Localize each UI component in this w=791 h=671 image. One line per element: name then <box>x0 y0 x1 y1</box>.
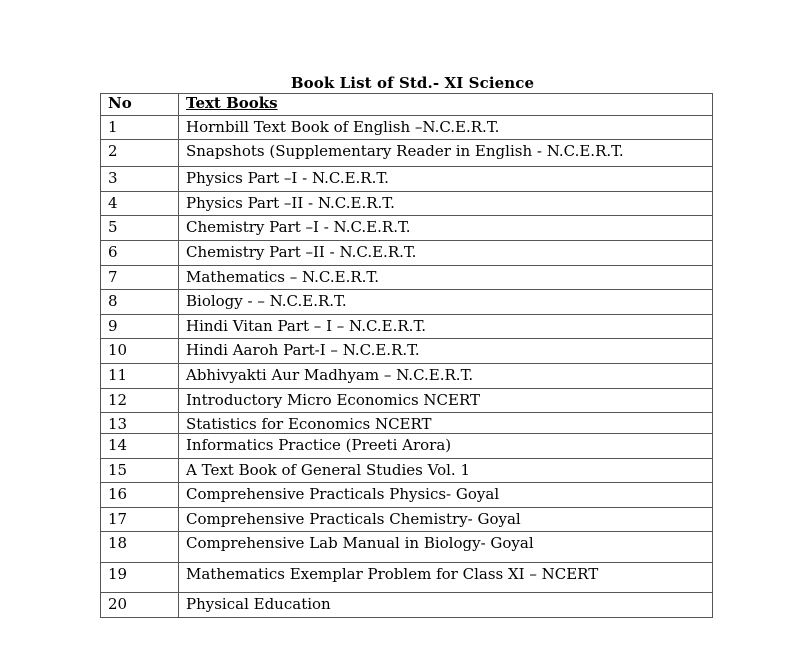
book-title: Mathematics – N.C.E.R.T. <box>179 266 713 290</box>
row-number: 12 <box>101 389 179 413</box>
book-title: Physics Part –I - N.C.E.R.T. <box>179 167 713 192</box>
book-title: Comprehensive Lab Manual in Biology- Goyal <box>179 532 713 563</box>
row-number: 17 <box>101 508 179 532</box>
row-number: 14 <box>101 434 179 459</box>
table-row <box>101 339 713 364</box>
table-row <box>101 290 713 315</box>
document-title: Book List of Std.- XI Science <box>290 74 535 92</box>
book-title: Chemistry Part –I - N.C.E.R.T. <box>179 216 713 241</box>
book-title: Chemistry Part –II - N.C.E.R.T. <box>179 241 713 266</box>
row-number: 20 <box>101 593 179 618</box>
table-row <box>101 413 713 434</box>
row-number: 9 <box>101 315 179 339</box>
table-row <box>101 315 713 339</box>
book-title: Informatics Practice (Preeti Arora) <box>179 434 713 459</box>
book-title: Comprehensive Practicals Physics- Goyal <box>179 483 713 508</box>
row-number: 8 <box>101 290 179 315</box>
row-number: 5 <box>101 216 179 241</box>
table-row <box>101 434 713 459</box>
book-title: Abhivyakti Aur Madhyam – N.C.E.R.T. <box>179 364 713 389</box>
row-number: 3 <box>101 167 179 192</box>
table-row <box>101 364 713 389</box>
row-number: 18 <box>101 532 179 563</box>
book-list-table <box>100 93 713 618</box>
header-text-books: Text Books <box>179 94 713 116</box>
book-title: Comprehensive Practicals Chemistry- Goyal <box>179 508 713 532</box>
book-title: Introductory Micro Economics NCERT <box>179 389 713 413</box>
book-title: Hindi Vitan Part – I – N.C.E.R.T. <box>179 315 713 339</box>
book-title: Physics Part –II - N.C.E.R.T. <box>179 192 713 216</box>
header-no: No <box>101 94 179 116</box>
book-title: Hornbill Text Book of English –N.C.E.R.T. <box>179 116 713 140</box>
row-number: 2 <box>101 140 179 167</box>
table-row <box>101 216 713 241</box>
book-title: Hindi Aaroh Part-I – N.C.E.R.T. <box>179 339 713 364</box>
book-title: Mathematics Exemplar Problem for Class XI – NCERT <box>179 563 713 593</box>
row-number: 15 <box>101 459 179 483</box>
table-row <box>101 167 713 192</box>
row-number: 1 <box>101 116 179 140</box>
book-title: Biology - – N.C.E.R.T. <box>179 290 713 315</box>
table-row <box>101 389 713 413</box>
table-row <box>101 593 713 618</box>
table-row <box>101 483 713 508</box>
table-row <box>101 563 713 593</box>
table-row <box>101 116 713 140</box>
table-row <box>101 192 713 216</box>
book-title: Physical Education <box>179 593 713 618</box>
table-row <box>101 140 713 167</box>
row-number: 19 <box>101 563 179 593</box>
book-title: A Text Book of General Studies Vol. 1 <box>179 459 713 483</box>
row-number: 4 <box>101 192 179 216</box>
table-row <box>101 241 713 266</box>
row-number: 7 <box>101 266 179 290</box>
table-row <box>101 459 713 483</box>
row-number: 13 <box>101 413 179 434</box>
table-row <box>101 532 713 563</box>
row-number: 6 <box>101 241 179 266</box>
table-row <box>101 266 713 290</box>
row-number: 11 <box>101 364 179 389</box>
row-number: 10 <box>101 339 179 364</box>
table-row <box>101 508 713 532</box>
table-header-row <box>101 94 713 116</box>
row-number: 16 <box>101 483 179 508</box>
book-title: Snapshots (Supplementary Reader in English - N.C.E.R.T. <box>179 140 713 167</box>
book-title: Statistics for Economics NCERT <box>179 413 713 434</box>
